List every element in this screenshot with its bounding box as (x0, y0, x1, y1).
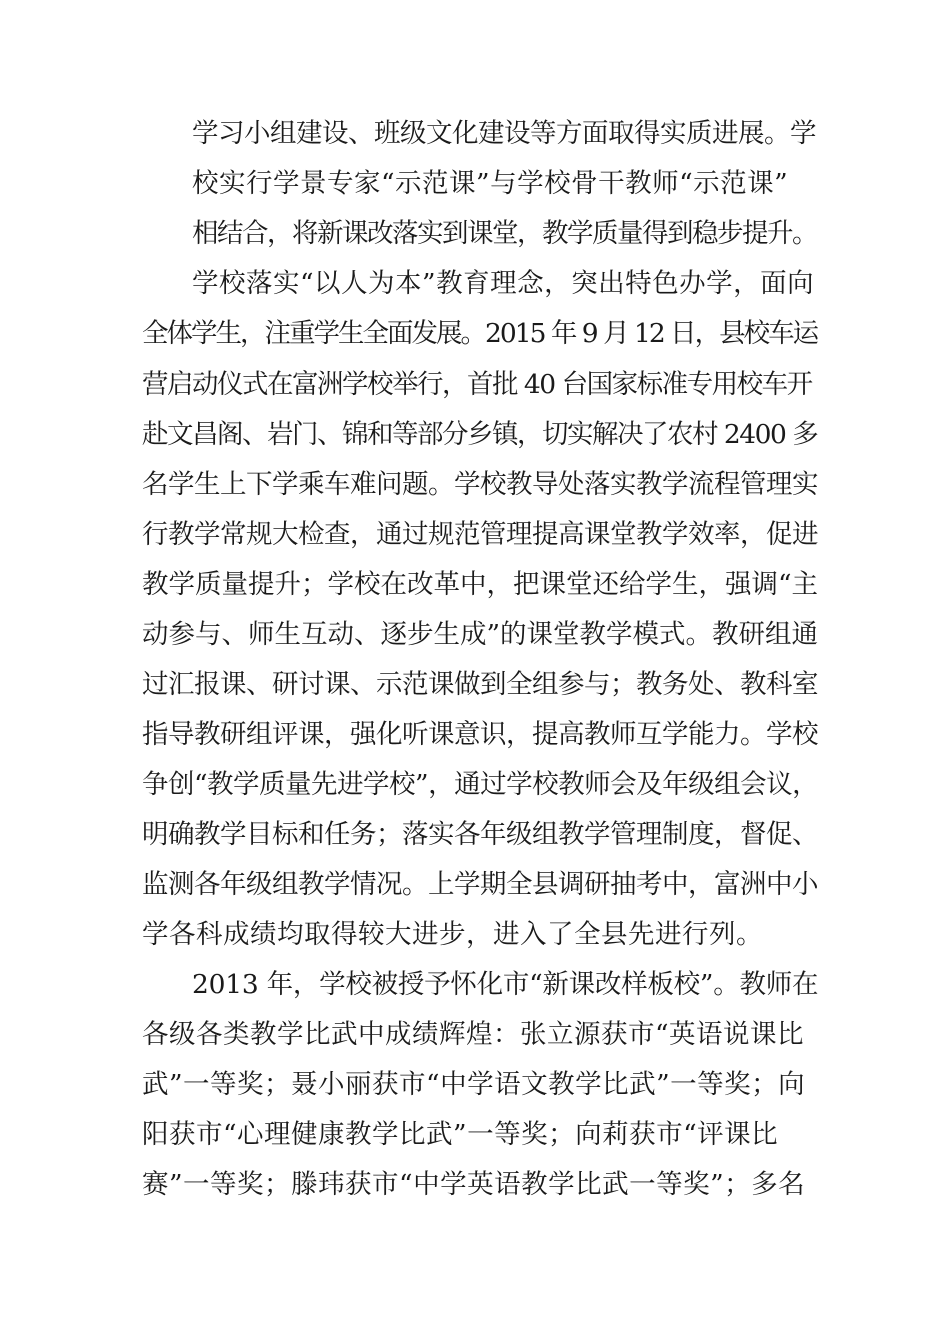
text-line-21: 阳获市“心理健康教学比武”一等奖；向莉获市“评课比 (142, 1119, 779, 1150)
text-line-5: 全体学生，注重学生全面发展。2015 年 9 月 12 日，县校车运 (142, 318, 818, 349)
text-line-8: 名学生上下学乘车难问题。学校教导处落实教学流程管理实 (142, 469, 818, 500)
text-line-12: 过汇报课、研讨课、示范课做到全组参与；教务处、教科室 (142, 669, 818, 700)
text-line-20: 武”一等奖；聂小丽获市“中学语文教学比武”一等奖；向 (142, 1069, 806, 1100)
text-line-7: 赴文昌阁、岩门、锦和等部分乡镇，切实解决了农村 2400 多 (142, 419, 818, 450)
text-line-22: 赛”一等奖；滕玮获市“中学英语教学比武一等奖”；多名 (142, 1169, 806, 1200)
text-line-16: 监测各年级组教学情况。上学期全县调研抽考中，富洲中小 (142, 869, 818, 900)
text-line-9: 行教学常规大检查，通过规范管理提高课堂教学效率，促进 (142, 519, 818, 550)
text-line-4: 学校落实“以人为本”教育理念，突出特色办学，面向 (192, 268, 815, 299)
text-line-10: 教学质量提升；学校在改革中，把课堂还给学生，强调“主 (142, 569, 819, 600)
text-line-11: 动参与、师生互动、逐步生成”的课堂教学模式。教研组通 (142, 619, 819, 650)
text-line-18: 2013 年，学校被授予怀化市“新课改样板校”。教师在 (192, 969, 819, 1000)
text-line-3: 相结合，将新课改落实到课堂，教学质量得到稳步提升。 (192, 218, 817, 249)
text-line-17: 学各科成绩均取得较大进步，进入了全县先进行列。 (142, 919, 763, 950)
text-line-14: 争创“教学质量先进学校”，通过学校教师会及年级组会议， (142, 769, 819, 800)
text-line-13: 指导教研组评课，强化听课意识，提高教师互学能力。学校 (142, 719, 818, 750)
text-line-15: 明确教学目标和任务；落实各年级组教学管理制度，督促、 (142, 819, 818, 850)
text-line-6: 营启动仪式在富洲学校举行，首批 40 台国家标准专用校车开 (142, 369, 812, 400)
text-line-2: 校实行学景专家“示范课”与学校骨干教师“示范课” (192, 168, 789, 199)
text-line-19: 各级各类教学比武中成绩辉煌：张立源获市“英语说课比 (142, 1019, 805, 1050)
text-line-1: 学习小组建设、班级文化建设等方面取得实质进展。学 (192, 118, 816, 149)
